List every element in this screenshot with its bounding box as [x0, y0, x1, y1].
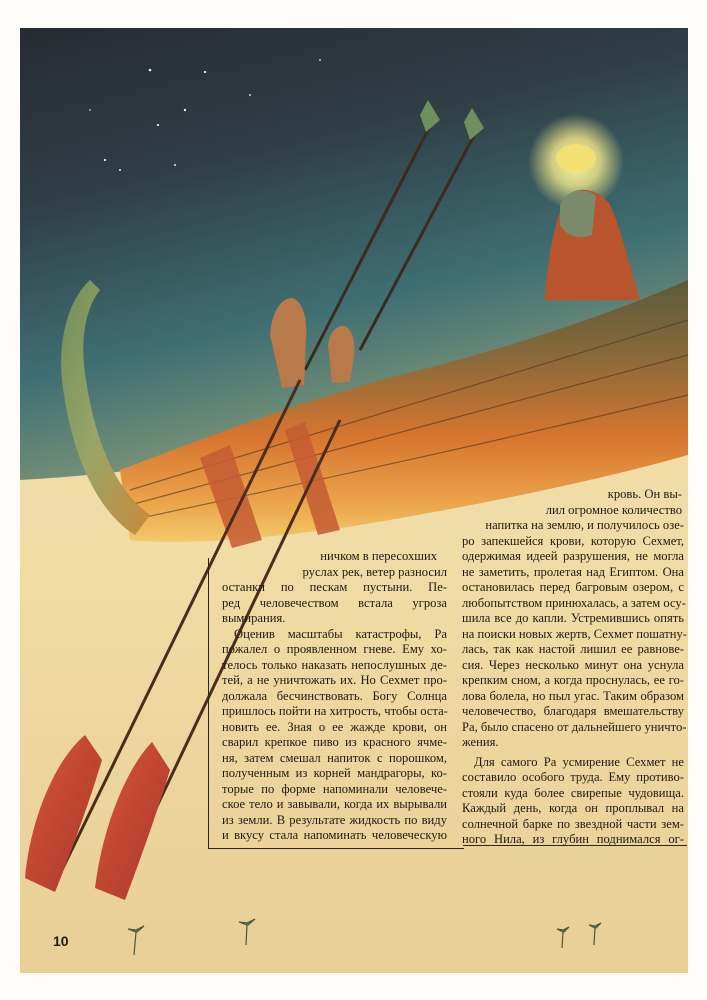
warrior-figure: [328, 326, 355, 383]
sun-disk: [556, 144, 596, 172]
text-line: сварил крепкое пиво из красного ячме-: [222, 735, 447, 749]
text-line: ня, затем смешал напиток с порошком,: [222, 750, 447, 765]
text-column-right: [462, 487, 687, 848]
text-line: Оценив масштабы катастрофы, Ра: [234, 626, 447, 641]
text-line: остановилась перед багровым озером, с: [462, 580, 684, 594]
text-line: ного Нила, из глубин поднимался ог-: [462, 832, 684, 846]
text-line: сия. Через несколько минут она уснула: [462, 657, 684, 672]
text-line: лова болела, но пыл угас. Таким образом: [462, 688, 684, 703]
text-line: напитка на землю, и получилось озе-: [485, 518, 684, 532]
text-column-left: [222, 549, 447, 844]
text-line: любопытством принюхалась, а затем осу-: [462, 595, 686, 610]
text-line: пришлось пойти на хитрость, чтобы оста-: [222, 704, 448, 718]
text-line: кровь. Он вы-: [607, 487, 682, 501]
text-line: телось только наказать непослушных де-: [222, 657, 447, 672]
text-line: одержимая идеей разрушения, не могла: [462, 549, 684, 563]
text-line: полученным из корней мандрагоры, ко-: [222, 766, 447, 780]
text-line: человечество, благодаря вмешательству: [462, 704, 684, 718]
text-line: ское тело и завывали, когда их вырывали: [222, 797, 447, 811]
page-number: 10: [53, 933, 69, 949]
text-line: на поиски новых жертв, Сехмет пошатну-: [462, 626, 687, 641]
text-line: лил огромное количество: [545, 502, 682, 517]
text-line: крепким сном, а когда проснулась, ее го-: [462, 673, 684, 687]
text-line: вымирания.: [222, 611, 286, 625]
ra-head: [560, 190, 596, 237]
text-line: стояли куда более свирепые чудовища.: [462, 785, 684, 800]
text-line: останки по пескам пустыни. Пе-: [222, 580, 447, 594]
text-line: ничком в пересохших: [320, 549, 437, 563]
text-line: солнечной барке по звездной части зем-: [462, 816, 684, 831]
text-line: тей, а не уничтожать их. Но Сехмет про-: [222, 673, 447, 687]
text-line: Для самого Ра усмирение Сехмет не: [474, 754, 684, 769]
text-line: жения.: [462, 735, 499, 749]
text-line: торые по форме напоминали человече-: [222, 781, 447, 796]
text-line: составило особого труда. Ему противо-: [462, 770, 684, 784]
text-line: не заметить, пролетая над Египтом. Она: [462, 564, 684, 579]
text-line: пожалел о проявленном гневе. Ему хо-: [222, 642, 447, 656]
text-line: руслах рек, ветер разносил: [302, 564, 447, 579]
text-line: новить ее. Зная о ее жажде крови, он: [222, 719, 447, 734]
text-line: и вкусу стала напоминать человеческую: [222, 828, 447, 842]
text-line: из земли. В результате жидкость по виду: [222, 812, 447, 827]
text-line: Каждый день, когда он проплывал на: [462, 801, 684, 815]
text-line: Ра, было спасено от дальнейшего уничто-: [462, 719, 687, 734]
text-line: ро запекшейся крови, которую Сехмет,: [462, 533, 684, 548]
text-line: шила все до капли. Устремившись опять: [462, 611, 684, 625]
text-line: должала бесчинствовать. Богу Солнца: [222, 688, 447, 703]
text-line: ред человечеством встала угроза: [222, 595, 447, 610]
text-line: лась, так как настой лишил ее равнове-: [462, 642, 684, 656]
